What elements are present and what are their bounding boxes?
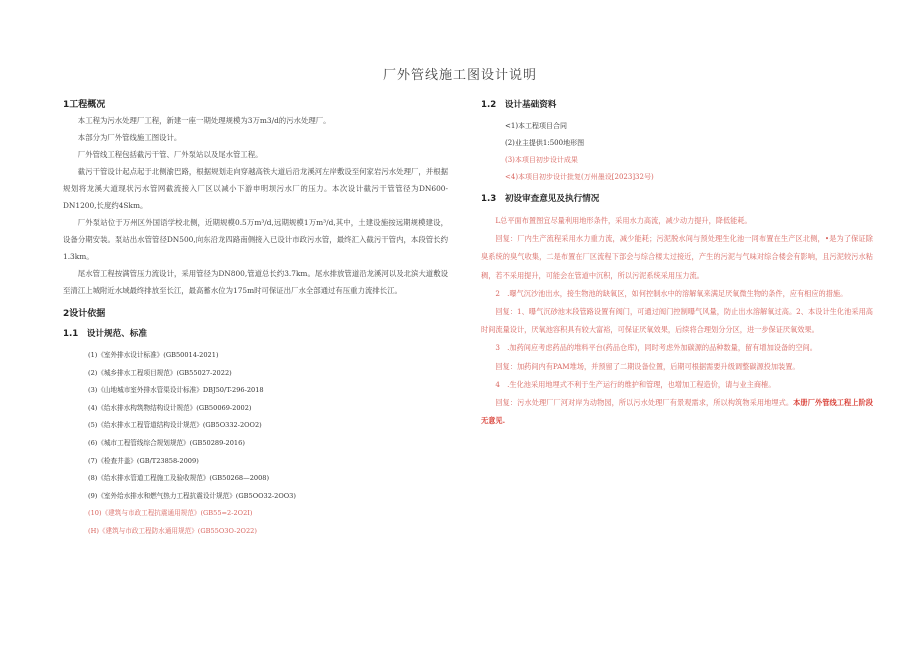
list-item: <4)本项目初步设计批复(万州墨设[2023]32号) <box>505 173 654 181</box>
standards-list <box>63 347 448 541</box>
section-1-3-heading: 1.3 初设审查意见及执行情况 <box>481 194 600 204</box>
page-title: 厂外管线施工图设计说明 <box>382 68 537 83</box>
list-item: (H)《建筑与市政工程防水通用规范》(GB55O3O-2O22) <box>88 526 257 535</box>
list-item: (10)《建筑与市政工程抗震通用规范》(GB55=2-2O2I) <box>88 509 253 518</box>
review-paragraph <box>481 394 873 430</box>
list-item: (3)《山地城市室外排水管渠设计标准》DBJ50/T-296-2018 <box>88 386 264 395</box>
list-item: (5)《给水排水工程管道结构设计规范》(GB5O332-2OO2) <box>88 421 262 430</box>
list-item: (9)《室外给水排水和燃气热力工程抗震设计规范》(GB5OO32-2OO3) <box>88 491 296 500</box>
section-2-heading: 2设计依据 <box>63 309 106 319</box>
left-column <box>63 98 448 541</box>
list-item: (1)《室外排水设计标准》(GB50014-2021) <box>88 351 219 359</box>
list-item: <1)本工程项目合同 <box>505 122 568 130</box>
list-item: (3)本项目初步设计成果 <box>505 156 578 164</box>
list-item: (2)《城乡排水工程项目规范》(GB55027-2022) <box>88 368 232 377</box>
review-paragraph: 4 .生化池采用地埋式不利于生产运行的维护和管理，也增加工程造价，请与业主商榷。 <box>495 379 776 389</box>
list-item: (6)《城市工程管线综合规划规范》(GB50289-2016) <box>88 438 245 447</box>
list-item: (4)《给水排水构筑物结构设计规范》(GB50069-2002) <box>88 403 252 412</box>
reply-text: 回复：污水处理厂厂河对岸为动物园，所以污水处理厂有景观需求，所以构筑物采用地埋式。 <box>495 398 794 408</box>
overview-paragraph: 厂外泵站位于万州区外国语学校北侧，近期规模0.5万m³/d,远期规模1万m³/d,其中，土建设施按远期规模建设，设备分期安装。泵站出水管管径DN500,向东沿龙四路南侧接入已设计市政污水管，最终汇入截污干管内，本段管长约1.3km。 <box>63 218 448 261</box>
list-item: (2)业主提供1:500地形图 <box>505 139 585 147</box>
overview-paragraph: 尾水管工程按满管压力流设计，采用管径为DN800,管道总长约3.7km。尾水排放管道沿龙溪河以及北滨大道敷设至清江上城附近水域最终排放至长江，最高蓄水位为175m时可保证出厂水全部通过有压重力流排长江。 <box>63 269 448 295</box>
review-comments <box>481 212 873 430</box>
basis-list <box>481 118 873 186</box>
section-1-1-heading: 1.1 设计规范、标准 <box>63 329 147 339</box>
review-paragraph: L总平面布置图宜尽量利用地形条件，采用水力高流，减少动力提升，降低能耗。 <box>495 216 752 225</box>
overview-paragraph: 截污干管设计起点起于北侧渝巴路，根据规划走向穿越高铁大道后沿龙溪河左岸敷设至何家岩污水处理厂，并根据规划将龙溪大道现状污水管网截流接入厂区以减小下游申明坝污水厂的压力。本次设计截污干管管径为DN600-DN1200,长度约4Skm。 <box>63 167 448 210</box>
right-column <box>481 98 873 430</box>
review-paragraph: 回复：厂内生产流程采用水力重力流，减少能耗；污泥脱水间与预处理生化池一同布置在生产区北侧，•是为了保证除臭系统的臭气收集，二是布置在厂区流程下部会与综合楼太过接近，产生的污泥与气味对综合楼会有影响，且污泥较污水粘稠，若不采用提升，可能会在管道中沉积，所以污泥系统采用压力流。 <box>481 234 873 280</box>
conclusion-text: 本册厂外管线工程上阶段无意见. <box>481 398 873 426</box>
review-paragraph: 2 .曝气沉沙池出水，接生物池的缺氧区，如何控制水中的溶解氧来满足厌氧微生物的条件，应有相应的措施。 <box>495 288 848 298</box>
overview-paragraph: 本部分为厂外管线施工图设计。 <box>77 133 182 142</box>
section-1-2-heading: 1.2 设计基础资料 <box>481 100 557 110</box>
overview-paragraph: 本工程为污水处理厂工程，新建一座一期处理规模为3万m3/d的污水处理厂。 <box>77 116 331 125</box>
review-paragraph: 3 .加药间应考虑药品的堆料平台(药品仓库)，同时考虑外加碳源的品种数量，留有增加设备的空间。 <box>495 343 817 353</box>
list-item: (7)《检查井盖》(GB/T23858-2009) <box>88 456 199 465</box>
review-paragraph: 回复：1、曝气沉砂池末段管路设置有阀门，可通过阀门控制曝气风量，防止出水溶解氧过高。2、本设计生化池采用高时间流量设计，厌氧池容积具有较大富裕，可保证厌氧效果，后续将合理划分分区，进一步保证厌氧效果。 <box>481 307 873 335</box>
list-item: (8)《给水排水管道工程施工及验收规范》(GB50268—2008) <box>88 474 270 483</box>
section-1-heading: 1工程概况 <box>63 100 106 110</box>
overview-paragraph: 厂外管线工程包括截污干管、厂外泵站以及尾水管工程。 <box>77 150 263 159</box>
review-paragraph: 回复：加药间内有PAM堆场，并预留了二期设备位置，后期可根据需要升级调整碳源投加装置。 <box>495 361 800 371</box>
